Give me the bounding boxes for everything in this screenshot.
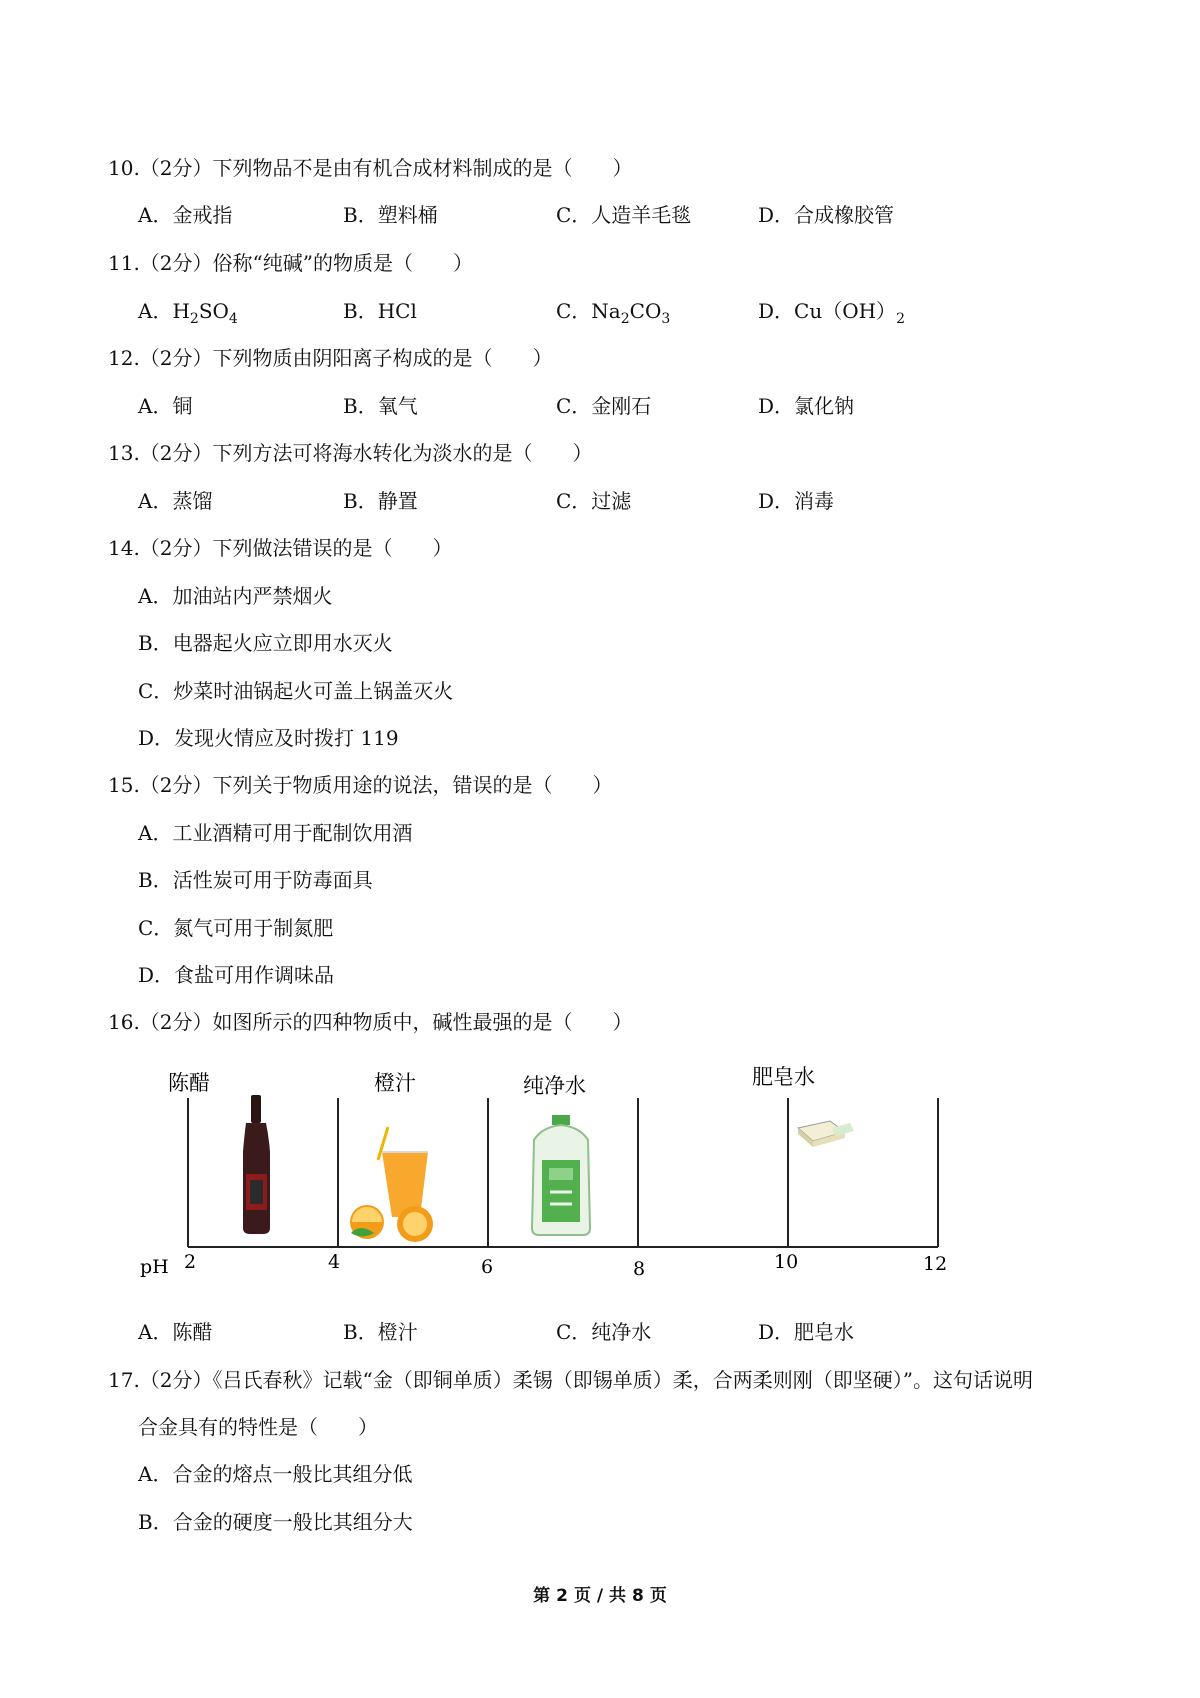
orange-juice-icon (350, 1127, 433, 1242)
tick-10: 10 (774, 1251, 799, 1273)
question-15-option-d: D．食盐可用作调味品 (138, 963, 335, 987)
tick-6: 6 (481, 1256, 494, 1278)
question-17-stem-line1: 17.（2分）《吕氏春秋》记载“金（即铜单质）柔锡（即锡单质）柔，合两柔则刚（即坚硬）”。这句话说明 (108, 1368, 1033, 1392)
question-10-option-c: C．人造羊毛毯 (556, 203, 692, 227)
footer-mid: 页 / 共 (573, 1586, 627, 1606)
question-14-stem: 14.（2分）下列做法错误的是（ ） (108, 536, 453, 560)
footer-suffix: 页 (649, 1586, 667, 1606)
ph-scale-figure (138, 1052, 953, 1282)
label-pure-water: 纯净水 (523, 1074, 586, 1098)
label-soap-water: 肥皂水 (752, 1065, 815, 1089)
question-10-option-d: D．合成橡胶管 (758, 203, 895, 227)
question-11-option-c: C．$Na_2CO_3$ (556, 299, 671, 327)
question-11-option-b: B．HCl (343, 299, 417, 323)
question-12-option-b: B．氧气 (343, 394, 418, 418)
question-12-stem: 12.（2分）下列物质由阴阳离子构成的是（ ） (108, 346, 553, 370)
question-14-option-b: B．电器起火应立即用水灭火 (138, 631, 393, 655)
soap-bar-icon (798, 1121, 854, 1147)
question-15-option-a: A．工业酒精可用于配制饮用酒 (138, 821, 413, 845)
question-12-option-d: D．氯化钠 (758, 394, 855, 418)
tick-4: 4 (328, 1251, 341, 1273)
question-15-option-b: B．活性炭可用于防毒面具 (138, 868, 373, 892)
question-16-option-b: B．橙汁 (343, 1320, 418, 1344)
footer-page-number: 2 (556, 1586, 568, 1606)
question-12-option-a: A．铜 (138, 394, 193, 418)
question-11-option-a: A．$H_2SO_4$ (138, 299, 238, 327)
question-17-option-a: A．合金的熔点一般比其组分低 (138, 1462, 413, 1486)
pure-water-jug-icon (532, 1115, 590, 1235)
question-14-option-d: D．发现火情应及时拨打 119 (138, 726, 399, 750)
footer-prefix: 第 (533, 1586, 551, 1606)
question-10-option-a: A．金戒指 (138, 203, 233, 227)
question-12-option-c: C．金刚石 (556, 394, 652, 418)
question-13-option-a: A．蒸馏 (138, 489, 213, 513)
question-17-stem-line2: 合金具有的特性是（ ） (138, 1415, 378, 1439)
question-11-stem: 11.（2分）俗称“纯碱”的物质是（ ） (108, 251, 473, 275)
question-13-stem: 13.（2分）下列方法可将海水转化为淡水的是（ ） (108, 441, 593, 465)
question-16-option-c: C．纯净水 (556, 1320, 652, 1344)
question-15-option-c: C．氮气可用于制氮肥 (138, 916, 334, 940)
tick-2: 2 (184, 1251, 197, 1273)
tick-12: 12 (923, 1253, 948, 1275)
question-14-option-c: C．炒菜时油锅起火可盖上锅盖灭火 (138, 679, 454, 703)
tick-8: 8 (633, 1258, 646, 1280)
page-footer (0, 1581, 1200, 1606)
question-13-option-d: D．消毒 (758, 489, 835, 513)
question-17-option-b: B．合金的硬度一般比其组分大 (138, 1510, 413, 1534)
question-13-option-b: B．静置 (343, 489, 418, 513)
axis-label-ph: pH (140, 1256, 169, 1278)
question-16-option-a: A．陈醋 (138, 1320, 213, 1344)
question-14-option-a: A．加油站内严禁烟火 (138, 584, 333, 608)
question-11-option-d: D．$Cu(OH)_2$ (758, 299, 905, 327)
question-13-option-c: C．过滤 (556, 489, 632, 513)
question-16-option-d: D．肥皂水 (758, 1320, 855, 1344)
question-16-stem: 16.（2分）如图所示的四种物质中，碱性最强的是（ ） (108, 1010, 633, 1034)
label-vinegar: 陈醋 (168, 1071, 210, 1095)
question-15-stem: 15.（2分）下列关于物质用途的说法，错误的是（ ） (108, 773, 613, 797)
question-10-stem: 10.（2分）下列物品不是由有机合成材料制成的是（ ） (108, 156, 633, 180)
label-orange-juice: 橙汁 (374, 1071, 416, 1095)
question-10-option-b: B．塑料桶 (343, 203, 438, 227)
footer-total-pages: 8 (632, 1586, 644, 1606)
vinegar-bottle-icon (243, 1095, 270, 1234)
